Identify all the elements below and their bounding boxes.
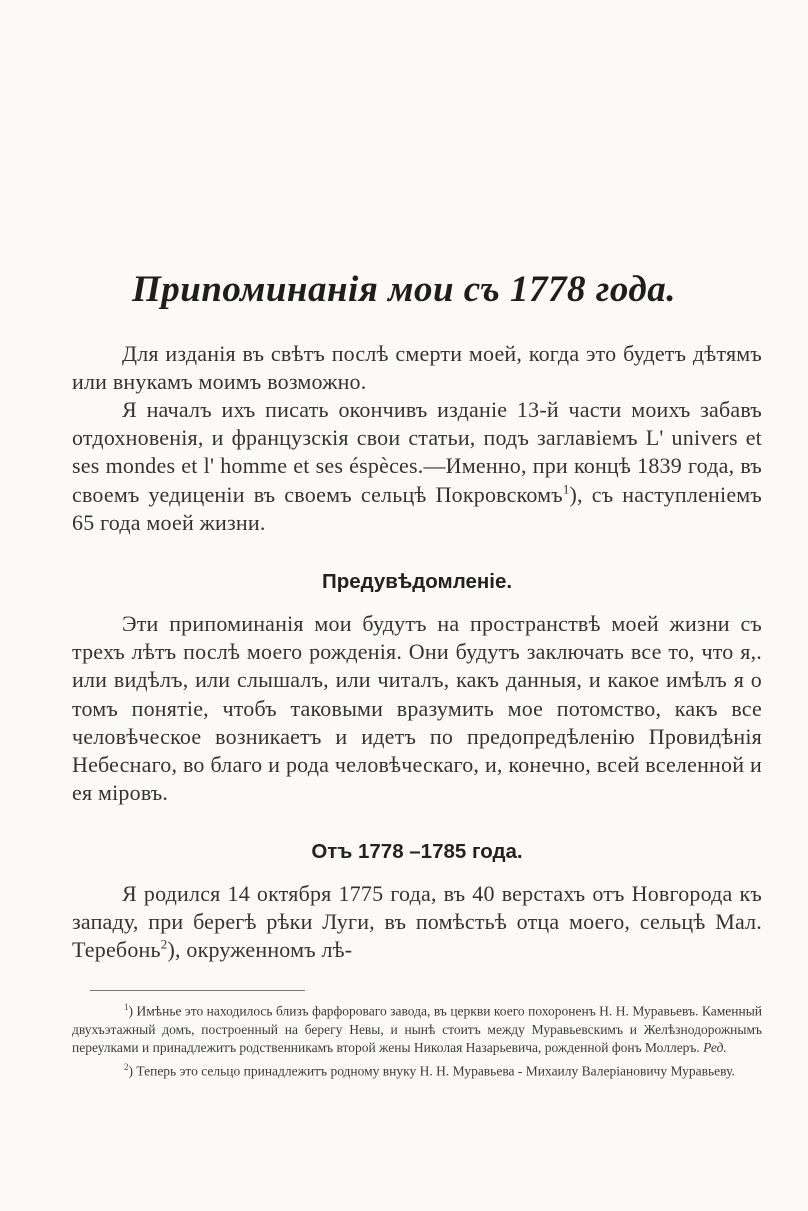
heading-years: Отъ 1778 –1785 года. <box>311 840 523 863</box>
heading-foreword: Предувѣдомленіе. <box>321 570 513 593</box>
paragraph-text: Я началъ ихъ писать окончивъ изданіе 13-й части моихъ забавъ отдохновенія, и французскія свои статьи, подъ заглавіемъ L' univers et ses mondes et l' homme et ses éspèces.—Именно, при концѣ 1839 года, въ своемъ уедиценіи въ своемъ сельцѣ Покровскомъ <box>72 397 762 507</box>
editor-tag: Ред. <box>703 1040 727 1056</box>
footnote-mark: 2 <box>124 1061 129 1072</box>
footnote-1 <box>72 998 762 1058</box>
footnote-ref-2[interactable]: 2 <box>160 937 168 953</box>
paragraph-text: Я родился 14 октября 1775 года, въ 40 верстахъ отъ Новгорода къ западу, при берегѣ рѣки Луги, въ помѣстьѣ отца моего, сельцѣ Мал. Теребонь <box>72 881 762 963</box>
footnote-divider <box>90 990 305 991</box>
footnote-mark: 1 <box>124 1002 129 1012</box>
paragraph-intro: Для изданія въ свѣтъ послѣ смерти моей, когда это будетъ дѣтямъ или внукамъ моимъ возможно. <box>72 341 762 395</box>
footnote-text: ) Теперь это сельцо принадлежитъ родному внуку Н. Н. Муравьева - Михаилу Валеріановичу Муравьеву. <box>128 1063 735 1079</box>
paragraph-foreword: Эти припоминанія мои будутъ на пространствѣ моей жизни съ трехъ лѣтъ послѣ моего рожденія. Они будутъ заключать все то, что я,. или видѣлъ, или слышалъ, или читалъ, какъ данныя, и какое имѣлъ я о томъ понятіе, чтобъ таковыми вразумить мое потомство, какъ все человѣческое возникаетъ и идетъ по предопредѣленію Провидѣнія Небеснаго, во благо и рода человѣческаго, и, конечно, всей вселенной и ея міровъ. <box>72 611 762 806</box>
paragraph-start-writing <box>72 396 762 537</box>
footnote-text: ) Имѣнье это находилось близъ фарфороваго завода, въ церкви коего похороненъ Н. Н. Муравьевъ. Каменный двухъэтажный домъ, построенный на берегу Невы, и нынѣ стоитъ между Муравьевскимъ и Желѣзнодорожнымъ переулками и принадлежитъ родственникамъ второй жены Николая Назарьевича, рожденной фонъ Моллеръ. <box>72 1003 762 1056</box>
footnote-ref-1[interactable]: 1 <box>562 481 570 497</box>
footnote-2 <box>72 1058 762 1081</box>
paragraph-birth <box>72 880 762 965</box>
footnotes <box>72 998 762 1081</box>
paragraph-text: ), съ наступленіемъ 65 года моей жизни. <box>72 481 762 535</box>
paragraph-text: ), окруженномъ лѣ- <box>167 937 353 963</box>
page-title: Припоминанія мои съ 1778 года. <box>131 269 676 310</box>
